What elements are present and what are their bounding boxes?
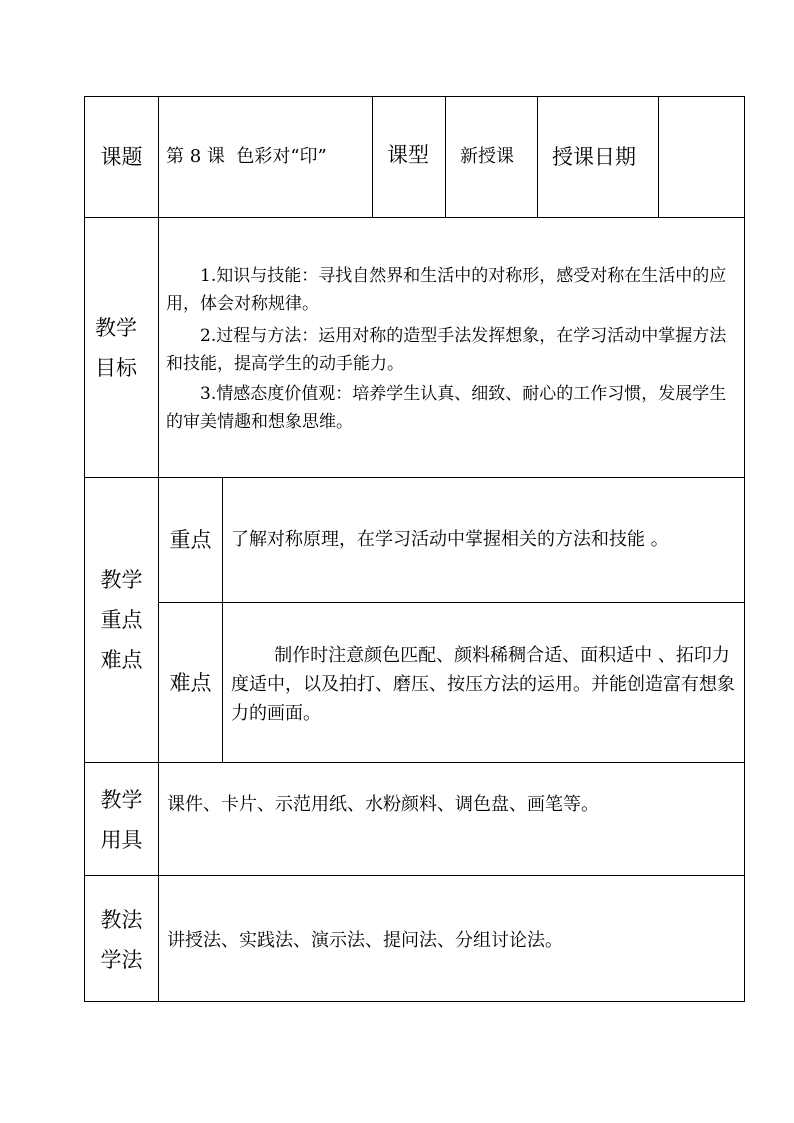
methods-text: 讲授法、实践法、演示法、提问法、分组讨论法。 bbox=[167, 930, 563, 951]
objective-item-1: 1.知识与技能：寻找自然界和生活中的对称形，感受对称在生活中的应用，体会对称规律。 bbox=[166, 266, 727, 314]
objectives-label-line1: 教学 bbox=[95, 316, 137, 340]
methods-label-line2: 学法 bbox=[100, 948, 143, 972]
focus-text-cell bbox=[223, 478, 744, 602]
objective-item-3: 3.情感态度价值观：培养学生认真、细致、耐心的工作习惯，发展学生的审美情趣和想象思维。 bbox=[166, 384, 727, 432]
keypoints-label-line2: 重点 bbox=[100, 608, 143, 632]
lesson-title-cell bbox=[159, 97, 372, 217]
objective-item-2: 2.过程与方法：运用对称的造型手法发挥想象，在学习活动中掌握方法和技能，提高学生的动手能力。 bbox=[166, 326, 727, 374]
date-label: 授课日期 bbox=[552, 145, 636, 169]
methods-label-line1: 教法 bbox=[100, 908, 143, 932]
difficulty-text-cell bbox=[223, 603, 744, 762]
date-value-cell bbox=[659, 97, 744, 217]
objectives-label-cell bbox=[85, 218, 158, 477]
tools-label-line1: 教学 bbox=[100, 788, 143, 812]
keypoints-label-line1: 教学 bbox=[100, 568, 143, 592]
row-divider bbox=[84, 217, 745, 218]
topic-label: 课题 bbox=[100, 145, 143, 169]
table-border-bottom bbox=[84, 1001, 745, 1002]
objectives-label-line2: 目标 bbox=[95, 356, 137, 380]
topic-label-cell bbox=[85, 97, 158, 217]
keypoints-label bbox=[85, 560, 158, 680]
focus-label-cell bbox=[159, 478, 222, 602]
date-label-cell bbox=[538, 97, 658, 217]
tools-text-cell bbox=[159, 763, 744, 875]
tools-label bbox=[85, 780, 158, 860]
lesson-title: 第 8 课 色彩对“印” bbox=[166, 146, 327, 167]
keypoints-label-line3: 难点 bbox=[100, 648, 143, 672]
lesson-type: 新授课 bbox=[460, 146, 514, 167]
table-border-right bbox=[744, 96, 745, 1002]
type-label: 课型 bbox=[387, 143, 429, 167]
difficulty-label: 难点 bbox=[169, 670, 212, 695]
difficulty-text: 制作时注意颜色匹配、颜料稀稠合适、面积适中 、拓印力度适中，以及拍打、磨压、按压方法的运用。并能创造富有想象力的画面。 bbox=[231, 645, 735, 724]
difficulty-label-cell bbox=[159, 603, 222, 762]
lesson-type-cell bbox=[446, 97, 537, 217]
methods-label bbox=[85, 900, 158, 980]
tools-text: 课件、卡片、示范用纸、水粉颜料、调色盘、画笔等。 bbox=[167, 794, 599, 815]
objectives-label bbox=[85, 308, 147, 388]
methods-text-cell bbox=[159, 876, 744, 1001]
type-label-cell bbox=[373, 97, 445, 217]
focus-text: 了解对称原理，在学习活动中掌握相关的方法和技能 。 bbox=[231, 529, 669, 550]
tools-label-line2: 用具 bbox=[100, 828, 143, 852]
focus-label: 重点 bbox=[169, 528, 212, 552]
